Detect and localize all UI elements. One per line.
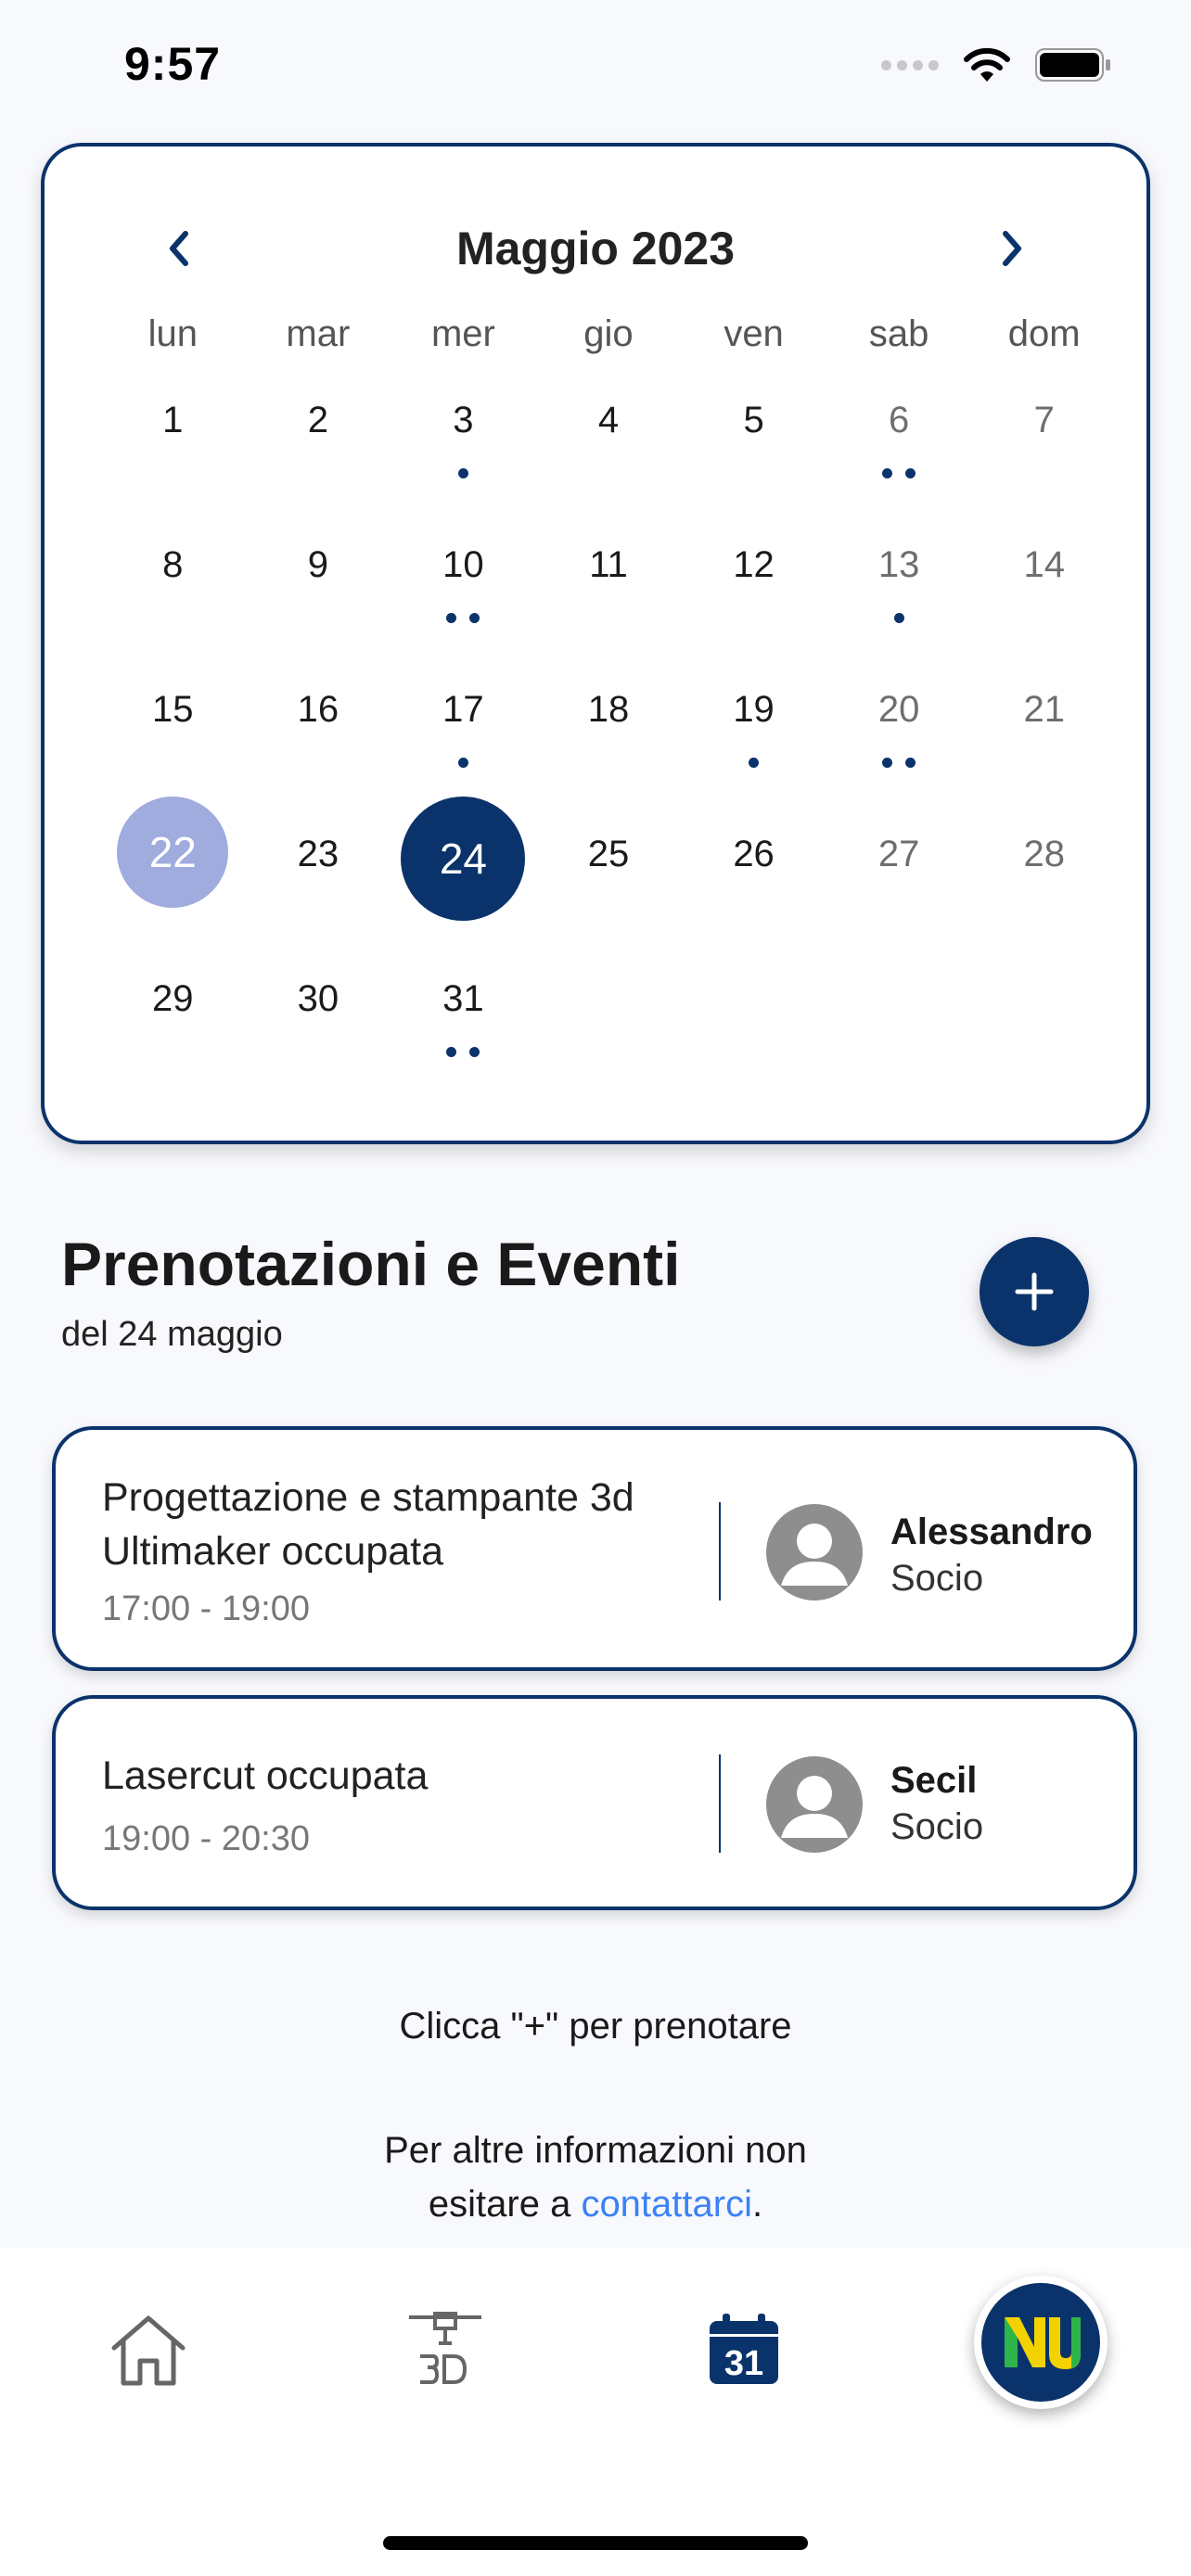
calendar-day-number: 2 bbox=[307, 399, 328, 440]
calendar-day[interactable] bbox=[391, 817, 536, 962]
calendar-header bbox=[45, 211, 1146, 286]
calendar-day[interactable] bbox=[971, 817, 1117, 962]
calendar-day[interactable] bbox=[971, 528, 1117, 672]
event-dot bbox=[458, 468, 468, 478]
calendar-day-number: 20 bbox=[877, 688, 920, 730]
calendar-day-number: 22 bbox=[117, 797, 228, 908]
event-dot bbox=[446, 613, 456, 623]
calendar-day-number: 8 bbox=[162, 543, 184, 585]
event-dot bbox=[905, 758, 916, 768]
calendar-day[interactable] bbox=[391, 962, 536, 1106]
weekday-label: mer bbox=[430, 313, 495, 354]
tab-bar bbox=[0, 2248, 1191, 2576]
calendar-day[interactable] bbox=[536, 672, 682, 817]
event-dots bbox=[446, 1047, 480, 1057]
event-dots bbox=[749, 758, 759, 768]
weekday-label: gio bbox=[583, 313, 634, 354]
event-dots bbox=[882, 468, 916, 478]
calendar-day[interactable] bbox=[826, 383, 972, 528]
calendar-day-number: 10 bbox=[442, 543, 484, 585]
calendar-day[interactable] bbox=[826, 817, 972, 962]
contact-link[interactable]: contattarci bbox=[581, 2184, 752, 2225]
calendar-day[interactable] bbox=[100, 528, 246, 672]
user-avatar-icon bbox=[766, 1756, 863, 1853]
calendar-day[interactable] bbox=[391, 383, 536, 528]
calendar-day[interactable] bbox=[100, 383, 246, 528]
calendar-day[interactable] bbox=[971, 672, 1117, 817]
event-dots bbox=[882, 758, 916, 768]
calendar-day-number: 26 bbox=[733, 833, 775, 874]
calendar-day-number: 23 bbox=[297, 833, 339, 874]
calendar-day[interactable] bbox=[246, 528, 391, 672]
calendar-day-number: 12 bbox=[733, 543, 775, 585]
booking-user-role: Socio bbox=[890, 1806, 984, 1847]
info-suffix: . bbox=[751, 2184, 763, 2225]
event-dots bbox=[446, 613, 480, 623]
home-indicator bbox=[383, 2536, 808, 2550]
section-date: del 24 maggio bbox=[61, 1315, 283, 1354]
weekday-header bbox=[100, 313, 1117, 355]
calendar-day-number: 3 bbox=[453, 399, 474, 440]
booking-user-name: Alessandro bbox=[890, 1511, 1093, 1552]
weekday-label: lun bbox=[147, 313, 198, 354]
event-dot bbox=[905, 468, 916, 478]
calendar-day[interactable] bbox=[246, 672, 391, 817]
calendar-day-number: 17 bbox=[442, 688, 484, 730]
calendar-day[interactable] bbox=[100, 962, 246, 1106]
event-dot bbox=[458, 758, 468, 768]
calendar-icon-day: 31 bbox=[724, 2344, 764, 2383]
status-bar bbox=[0, 0, 1191, 139]
event-dots bbox=[458, 468, 468, 478]
calendar-day[interactable] bbox=[826, 528, 972, 672]
wifi-icon bbox=[963, 46, 1011, 83]
booking-time: 19:00 - 20:30 bbox=[102, 1819, 310, 1858]
event-dot bbox=[469, 1047, 480, 1057]
calendar-day-number: 31 bbox=[442, 977, 484, 1019]
section-title: Prenotazioni e Eventi bbox=[61, 1230, 681, 1298]
event-dot bbox=[894, 613, 904, 623]
calendar-day-number: 25 bbox=[587, 833, 630, 874]
calendar-day-number: 18 bbox=[587, 688, 630, 730]
booking-card[interactable] bbox=[52, 1426, 1137, 1671]
calendar-day[interactable] bbox=[971, 383, 1117, 528]
info-line-2 bbox=[0, 2177, 1191, 2231]
weekday-label: sab bbox=[868, 313, 929, 354]
calendar-month-title: Maggio 2023 bbox=[455, 223, 736, 274]
status-time: 9:57 bbox=[124, 38, 222, 90]
booking-card[interactable] bbox=[52, 1695, 1137, 1910]
calendar-day-number: 21 bbox=[1023, 688, 1065, 730]
weekday-label: ven bbox=[724, 313, 784, 354]
signal-icon bbox=[881, 60, 939, 70]
divider bbox=[719, 1754, 721, 1853]
contact-info bbox=[0, 2123, 1191, 2231]
home-icon bbox=[109, 2313, 188, 2387]
calendar-day-number: 24 bbox=[401, 797, 525, 921]
calendar-day[interactable] bbox=[681, 528, 826, 672]
next-month-button[interactable] bbox=[984, 221, 1040, 276]
calendar-day[interactable] bbox=[391, 528, 536, 672]
user-avatar-icon bbox=[766, 1504, 863, 1600]
event-dots bbox=[894, 613, 904, 623]
tab-home[interactable] bbox=[102, 2303, 195, 2396]
calendar-day-number: 28 bbox=[1023, 833, 1065, 874]
calendar-day-number: 27 bbox=[877, 833, 920, 874]
divider bbox=[719, 1502, 721, 1600]
avatar bbox=[766, 1756, 863, 1853]
weekday-label: mar bbox=[286, 313, 351, 354]
3d-printer-icon bbox=[405, 2310, 485, 2390]
event-dot bbox=[882, 758, 892, 768]
battery-icon bbox=[1035, 46, 1111, 83]
booking-time: 17:00 - 19:00 bbox=[102, 1589, 310, 1628]
event-dot bbox=[446, 1047, 456, 1057]
calendar-day[interactable] bbox=[681, 672, 826, 817]
event-dot bbox=[882, 468, 892, 478]
booking-title: Lasercut occupata bbox=[102, 1753, 429, 1798]
app-logo-icon bbox=[981, 2283, 1100, 2402]
booking-title: Progettazione e stampante 3d Ultimaker occupata bbox=[102, 1475, 634, 1574]
calendar-day-number: 19 bbox=[733, 688, 775, 730]
event-dot bbox=[469, 613, 480, 623]
calendar-day-number: 29 bbox=[152, 977, 194, 1019]
calendar-day[interactable] bbox=[536, 383, 682, 528]
event-dots bbox=[458, 758, 468, 768]
calendar-day-number: 7 bbox=[1033, 399, 1055, 440]
calendar-card bbox=[41, 143, 1150, 1144]
calendar-day[interactable] bbox=[536, 817, 682, 962]
calendar-day-number: 5 bbox=[743, 399, 764, 440]
calendar-day[interactable] bbox=[681, 383, 826, 528]
calendar-day-number: 4 bbox=[597, 399, 620, 440]
calendar-day-number: 14 bbox=[1023, 543, 1065, 585]
info-prefix: esitare a bbox=[428, 2184, 582, 2225]
calendar-day[interactable] bbox=[826, 672, 972, 817]
calendar-day-number: 13 bbox=[877, 543, 920, 585]
calendar-day[interactable] bbox=[246, 817, 391, 962]
calendar-day-number: 16 bbox=[297, 688, 339, 730]
calendar-day-number: 30 bbox=[297, 977, 339, 1019]
calendar-day[interactable] bbox=[246, 962, 391, 1106]
status-icons bbox=[881, 46, 1111, 83]
tab-3d-printer[interactable] bbox=[399, 2303, 492, 2396]
avatar bbox=[766, 1504, 863, 1600]
app-logo-button[interactable] bbox=[974, 2276, 1108, 2409]
info-line-1: Per altre informazioni non bbox=[384, 2130, 807, 2171]
plus-icon bbox=[1012, 1269, 1057, 1314]
calendar-icon bbox=[706, 2312, 782, 2388]
add-booking-button[interactable] bbox=[980, 1237, 1089, 1346]
weekday-label: dom bbox=[1007, 313, 1081, 354]
booking-hint: Clicca "+" per prenotare bbox=[399, 2006, 792, 2047]
calendar-day-number: 9 bbox=[307, 543, 328, 585]
booking-user-role: Socio bbox=[890, 1558, 984, 1599]
calendar-day[interactable] bbox=[100, 817, 246, 962]
booking-user-name: Secil bbox=[890, 1760, 978, 1801]
calendar-day-number: 15 bbox=[152, 688, 194, 730]
chevron-right-icon bbox=[998, 230, 1026, 267]
calendar-day[interactable] bbox=[100, 672, 246, 817]
event-dot bbox=[749, 758, 759, 768]
calendar-day-number: 6 bbox=[889, 399, 910, 440]
tab-calendar[interactable] bbox=[698, 2303, 790, 2396]
calendar-day[interactable] bbox=[536, 528, 682, 672]
calendar-days-grid bbox=[100, 383, 1117, 1106]
calendar-day-number: 11 bbox=[589, 543, 628, 585]
calendar-day[interactable] bbox=[391, 672, 536, 817]
calendar-day[interactable] bbox=[246, 383, 391, 528]
calendar-day[interactable] bbox=[681, 817, 826, 962]
calendar-day-number: 1 bbox=[162, 399, 184, 440]
